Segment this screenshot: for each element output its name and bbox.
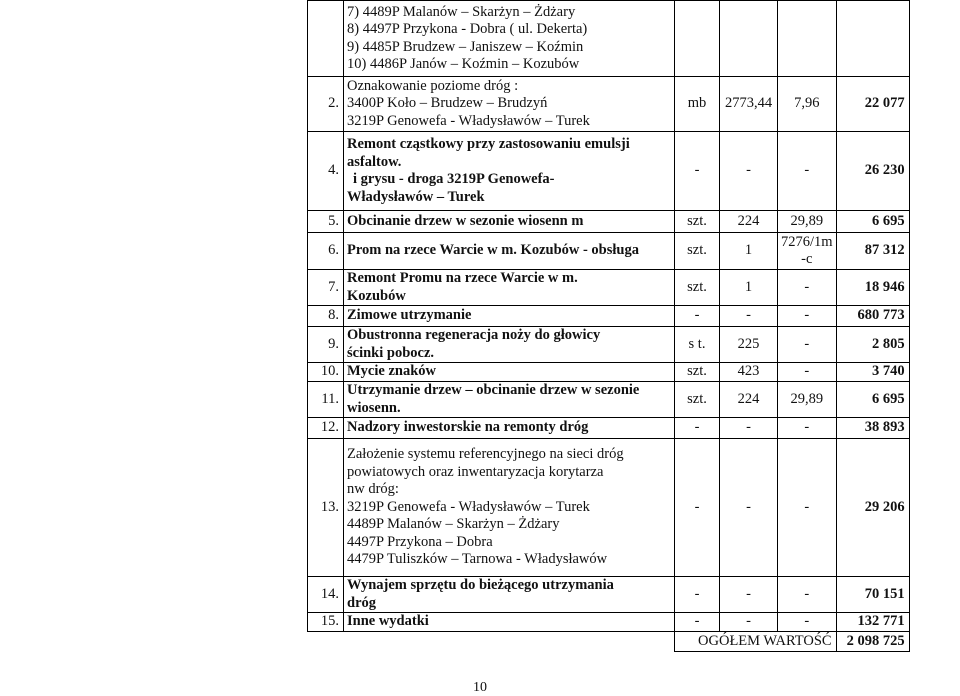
row-unit: - [675, 577, 720, 613]
row-number: 5. [308, 211, 344, 233]
description-line: powiatowych oraz inwentaryzacja korytarza [347, 463, 604, 480]
row-description [344, 77, 675, 132]
row-unit: - [675, 613, 720, 632]
description-line: 7) 4489P Malanów – Skarżyn – Żdżary [347, 3, 576, 20]
row-quantity: 1 [720, 233, 778, 270]
description-line: i grysu - droga 3219P Genowefa- [353, 171, 555, 187]
row-quantity [720, 1, 778, 77]
row-description [344, 613, 675, 632]
description-line: 3219P Genowefa - Władysławów – Turek [347, 112, 590, 129]
description-line: Oznakowanie poziome dróg : [347, 77, 519, 94]
row-quantity: - [720, 577, 778, 613]
table-row [308, 77, 910, 132]
description-line: 4497P Przykona – Dobra [347, 533, 493, 550]
row-description [344, 211, 675, 233]
row-description [344, 306, 675, 327]
table-row [308, 613, 910, 632]
description-line: 3400P Koło – Brudzew – Brudzyń [347, 95, 548, 112]
row-unit: szt. [675, 382, 720, 418]
row-unit-price [778, 1, 837, 77]
table-row [308, 233, 910, 270]
cost-table [307, 0, 910, 652]
row-quantity: 224 [720, 211, 778, 233]
row-description [344, 363, 675, 382]
row-value: 38 893 [836, 418, 909, 439]
row-unit: szt. [675, 211, 720, 233]
row-number: 8. [308, 306, 344, 327]
table-row [308, 363, 910, 382]
table-row [308, 577, 910, 613]
row-unit-price: 29,89 [778, 211, 837, 233]
row-number: 10. [308, 363, 344, 382]
table-row [308, 327, 910, 363]
row-unit-price: - [778, 363, 837, 382]
description-line: 9) 4485P Brudzew – Janiszew – Koźmin [347, 38, 584, 55]
row-unit: szt. [675, 233, 720, 270]
row-unit-price: - [778, 327, 837, 363]
row-value: 3 740 [836, 363, 909, 382]
row-description [344, 1, 675, 77]
description-line: nw dróg: [347, 481, 399, 498]
row-value: 87 312 [836, 233, 909, 270]
description-line: 8) 4497P Przykona - Dobra ( ul. Dekerta) [347, 21, 588, 37]
row-unit-price: - [778, 577, 837, 613]
row-unit-price: - [778, 306, 837, 327]
row-unit-price: 7276/1m -c [778, 233, 837, 270]
description-line: ścinki pobocz. [347, 344, 435, 361]
table-row [308, 306, 910, 327]
row-number: 12. [308, 418, 344, 439]
table-row [308, 1, 910, 77]
table-row [308, 132, 910, 211]
description-line: 3219P Genowefa - Władysławów – Turek [347, 498, 590, 515]
description-line: 4479P Tuliszków – Tarnowa - Władysławów [347, 551, 608, 568]
row-unit: szt. [675, 270, 720, 306]
row-unit-price: - [778, 418, 837, 439]
description-line: Remont cząstkowy przy zastosowaniu emulsji [347, 136, 630, 152]
description-line: Obustronna regeneracja noży do głowicy [347, 327, 601, 343]
row-number: 15. [308, 613, 344, 632]
row-description [344, 270, 675, 306]
row-value: 680 773 [836, 306, 909, 327]
description-line: Remont Promu na rzece Warcie w m. [347, 270, 578, 286]
row-unit-price: - [778, 132, 837, 211]
row-quantity: 225 [720, 327, 778, 363]
description-line: asfaltow. [347, 153, 402, 170]
table-row [308, 418, 910, 439]
row-quantity: 224 [720, 382, 778, 418]
description-line: Inne wydatki [347, 613, 429, 630]
row-unit-price: 7,96 [778, 77, 837, 132]
description-line: Mycie znaków [347, 363, 436, 380]
row-number: 2. [308, 77, 344, 132]
row-quantity: 423 [720, 363, 778, 382]
description-line: Utrzymanie drzew – obcinanie drzew w sezonie [347, 382, 640, 398]
table-row [308, 382, 910, 418]
row-unit: szt. [675, 363, 720, 382]
row-unit: - [675, 418, 720, 439]
row-unit: mb [675, 77, 720, 132]
row-quantity: - [720, 439, 778, 577]
row-unit-price: - [778, 613, 837, 632]
description-line: 10) 4486P Janów – Koźmin – Kozubów [347, 56, 580, 72]
page-number: 10 [473, 680, 487, 695]
row-number: 13. [308, 439, 344, 577]
total-value: 2 098 725 [836, 632, 909, 652]
description-line: Władysławów – Turek [347, 188, 485, 205]
row-quantity: 2773,44 [720, 77, 778, 132]
row-unit-price: - [778, 439, 837, 577]
row-unit: - [675, 306, 720, 327]
table-row [308, 270, 910, 306]
row-unit [675, 1, 720, 77]
row-description [344, 327, 675, 363]
row-description [344, 439, 675, 577]
row-value: 26 230 [836, 132, 909, 211]
row-value: 29 206 [836, 439, 909, 577]
row-value: 132 771 [836, 613, 909, 632]
description-line: wiosenn. [347, 399, 401, 416]
cost-table-body [308, 1, 910, 652]
row-number: 11. [308, 382, 344, 418]
row-quantity: 1 [720, 270, 778, 306]
total-label: OGÓŁEM WARTOŚĆ [675, 632, 837, 652]
row-value: 22 077 [836, 77, 909, 132]
row-quantity: - [720, 306, 778, 327]
description-line: Prom na rzece Warcie w m. Kozubów - obsługa [347, 242, 639, 259]
row-description [344, 382, 675, 418]
description-line: dróg [347, 594, 376, 611]
row-unit: - [675, 439, 720, 577]
row-number [308, 1, 344, 77]
row-unit-price: 29,89 [778, 382, 837, 418]
row-description [344, 577, 675, 613]
description-line: Kozubów [347, 287, 406, 304]
row-quantity: - [720, 418, 778, 439]
row-description [344, 418, 675, 439]
description-line: 4489P Malanów – Skarżyn – Żdżary [347, 516, 560, 533]
row-unit-price: - [778, 270, 837, 306]
row-value: 2 805 [836, 327, 909, 363]
row-description [344, 233, 675, 270]
row-number: 7. [308, 270, 344, 306]
total-spacer [308, 632, 675, 652]
row-number: 6. [308, 233, 344, 270]
row-unit: s t. [675, 327, 720, 363]
row-number: 9. [308, 327, 344, 363]
row-quantity: - [720, 132, 778, 211]
row-description [344, 132, 675, 211]
row-number: 14. [308, 577, 344, 613]
table-row [308, 439, 910, 577]
row-value: 70 151 [836, 577, 909, 613]
row-value: 6 695 [836, 211, 909, 233]
row-value: 18 946 [836, 270, 909, 306]
row-quantity: - [720, 613, 778, 632]
description-line: Zimowe utrzymanie [347, 307, 472, 324]
table-row [308, 211, 910, 233]
row-unit: - [675, 132, 720, 211]
row-value: 6 695 [836, 382, 909, 418]
row-number: 4. [308, 132, 344, 211]
description-line: Założenie systemu referencyjnego na sieci dróg [347, 446, 624, 463]
row-value [836, 1, 909, 77]
description-line: Obcinanie drzew w sezonie wiosenn m [347, 212, 584, 229]
total-row [308, 632, 910, 652]
description-line: Nadzory inwestorskie na remonty dróg [347, 419, 589, 436]
description-line: Wynajem sprzętu do bieżącego utrzymania [347, 577, 614, 593]
